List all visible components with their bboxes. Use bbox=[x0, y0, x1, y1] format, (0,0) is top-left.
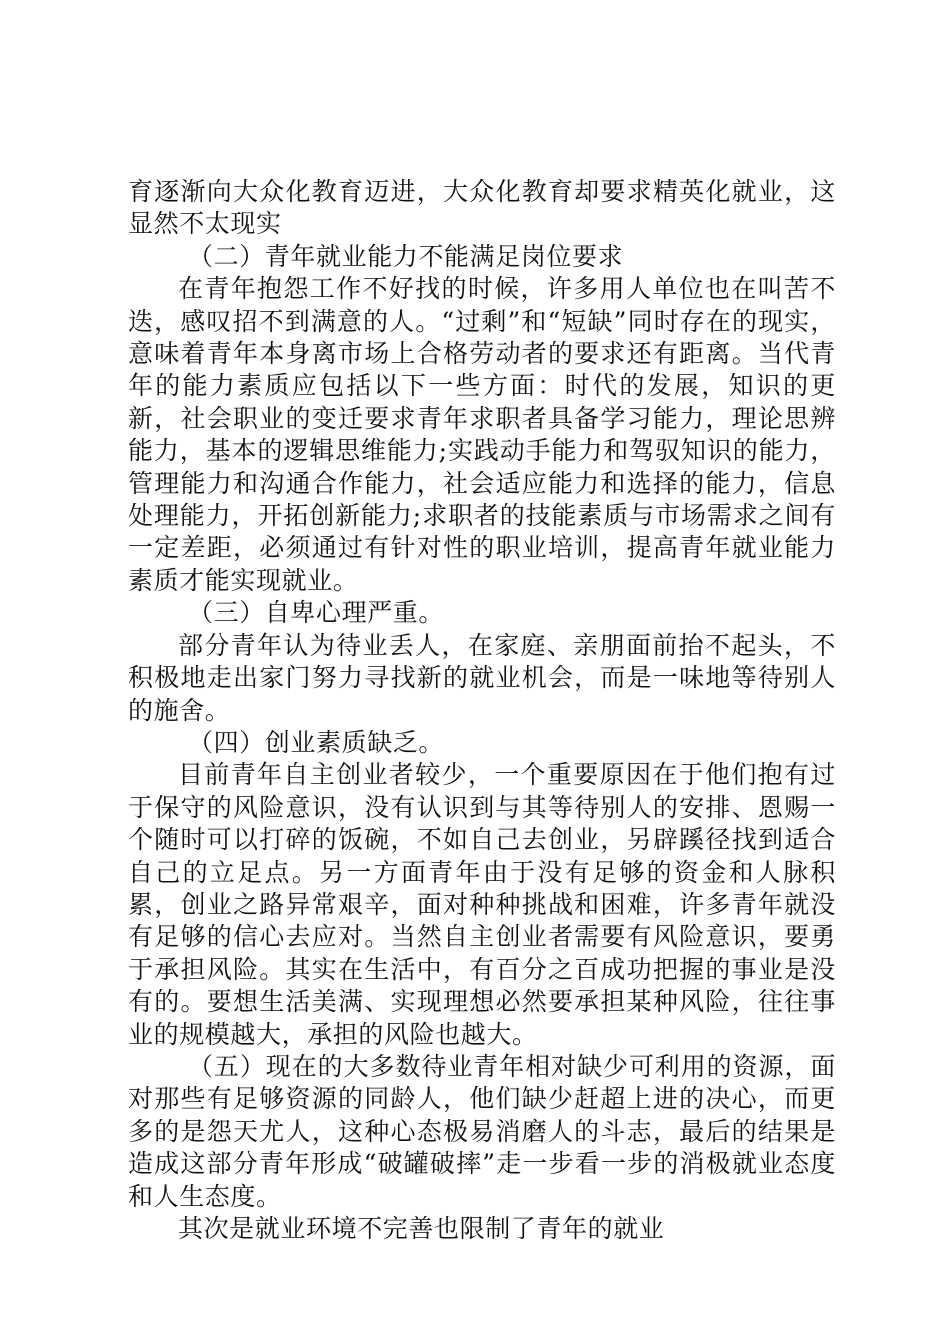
section-paragraph-5: （五）现在的大多数待业青年相对缺少可利用的资源，面对那些有足够资源的同龄人，他们缺少赶超上进的决心，而更多的是怨天尤人，这种心态极易消磨人的斗志，最后的结果是造成这部分青年形成“破罐破摔”走一步看一步的消极就业态度和人生态度。 bbox=[128, 1051, 836, 1211]
section-heading-3: （三）自卑心理严重。 bbox=[188, 598, 445, 628]
paragraph-continued: 育逐渐向大众化教育迈进，大众化教育却要求精英化就业，这显然不太现实 bbox=[128, 177, 836, 239]
paragraph-entrepreneurship: 目前青年自主创业者较少，一个重要原因在于他们抱有过于保守的风险意识，没有认识到与其等待别人的安排、恩赐一个随时可以打碎的饭碗，不如自己去创业，另辟蹊径找到适合自己的立足点。另一方面青年由于没有足够的资金和人脉积累，创业之路异常艰辛，面对种种挑战和困难，许多青年就没有足够的信心去应对。当然自主创业者需要有风险意识，要勇于承担风险。其实在生活中，有百分之百成功把握的事业是没有的。要想生活美满、实现理想必然要承担某种风险，往往事业的规模越大，承担的风险也越大。 bbox=[128, 760, 836, 1049]
section-heading-2: （二）青年就业能力不能满足岗位要求 bbox=[188, 241, 624, 271]
section-heading-4: （四）创业素质缺乏。 bbox=[188, 727, 445, 757]
paragraph-employment-ability: 在青年抱怨工作不好找的时候，许多用人单位也在叫苦不迭，感叹招不到满意的人。“过剩”和“短缺”同时存在的现实，意味着青年本身离市场上合格劳动者的要求还有距离。当代青年的能力素质应包括以下一些方面：时代的发展，知识的更新，社会职业的变迁要求青年求职者具备学习能力，理论思辨能力，基本的逻辑思维能力;实践动手能力和驾驭知识的能力，管理能力和沟通合作能力，社会适应能力和选择的能力，信息处理能力，开拓创新能力;求职者的技能素质与市场需求之间有一定差距，必须通过有针对性的职业培训，提高青年就业能力素质才能实现就业。 bbox=[128, 274, 836, 595]
paragraph-environment: 其次是就业环境不完善也限制了青年的就业 bbox=[178, 1214, 665, 1243]
paragraph-inferiority: 部分青年认为待业丢人，在家庭、亲朋面前抬不起头，不积极地走出家门努力寻找新的就业机会，而是一味地等待别人的施舍。 bbox=[128, 630, 836, 725]
document-body bbox=[128, 176, 836, 1245]
